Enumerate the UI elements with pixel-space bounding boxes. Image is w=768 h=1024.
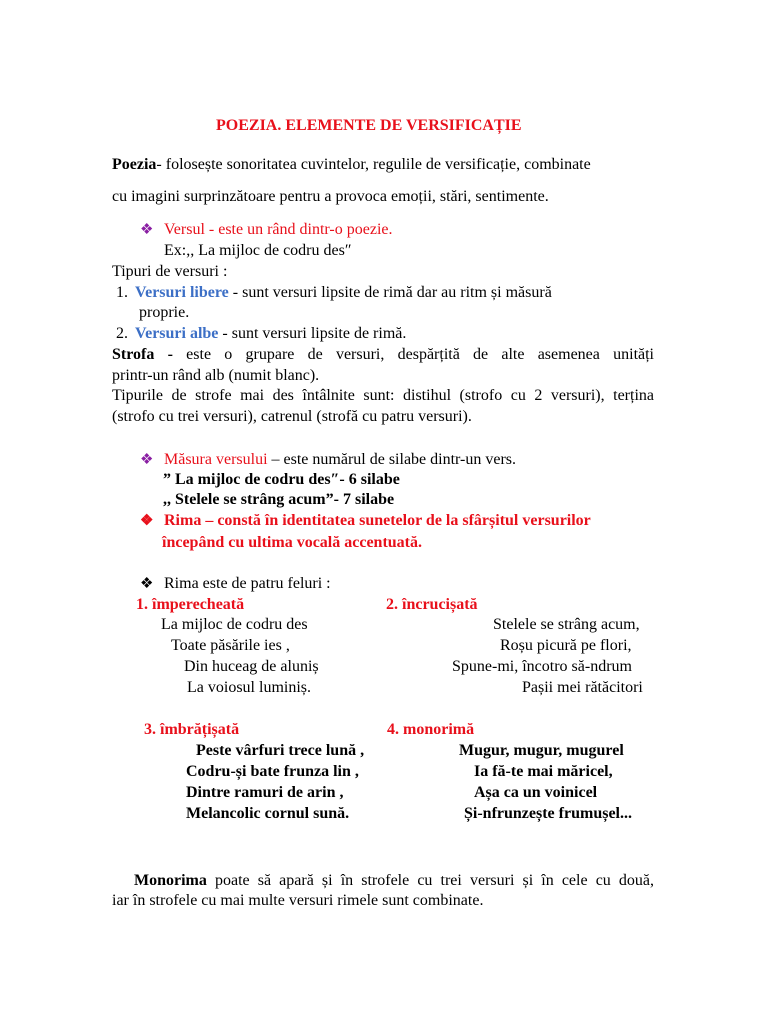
- poezia-term: Poezia: [112, 156, 157, 173]
- tipuri-item-2-text: - sunt versuri lipsite de rimă.: [218, 325, 407, 342]
- strofa-term: Strofa -: [112, 346, 173, 363]
- tipuri-item-2-number: 2.: [116, 325, 128, 342]
- monorima-term: Monorima: [134, 872, 207, 889]
- tipuri-heading: Tipuri de versuri :: [112, 263, 228, 280]
- tipuri-item-1-term: Versuri libere: [135, 284, 229, 301]
- masura-line: [140, 450, 516, 470]
- rima-feluri-heading-line: [140, 574, 331, 594]
- vers-example: Ex:,, La mijloc de codru des″: [164, 242, 352, 259]
- page-title: POEZIA. ELEMENTE DE VERSIFICAȚIE: [216, 117, 522, 134]
- poem-1-line-4: La voiosul luminiș.: [187, 679, 311, 696]
- monorima-text-1: poate să apară și în strofele cu trei versuri și în cele cu două,: [206, 872, 654, 889]
- poem-2-line-4: Pașii mei rătăcitori: [522, 679, 643, 696]
- diamond-bullet-icon: ❖: [140, 576, 154, 592]
- vers-definition: Versul - este un rând dintr-o poezie.: [164, 221, 393, 238]
- poem-4-line-4: Și-nfrunzește frumușel...: [464, 805, 632, 822]
- tipuri-item-2-term: Versuri albe: [135, 325, 219, 342]
- poem-1-line-1: La mijloc de codru des: [161, 616, 308, 633]
- masura-term: Măsura versului: [164, 451, 268, 468]
- strofa-line-4: (strofo cu trei versuri), catrenul (strofă cu patru versuri).: [112, 408, 472, 425]
- poem-3-line-3: Dintre ramuri de arin ,: [186, 784, 344, 801]
- poem-4-line-2: Ia fă-te mai măricel,: [474, 763, 613, 780]
- masura-example-1-text: ” La mijloc de codru des″- 6 silabe: [163, 471, 400, 488]
- poem-2-line-2: Roșu picură pe flori,: [500, 637, 632, 654]
- strofa-line-1: [112, 345, 654, 365]
- poem-4-line-1: Mugur, mugur, mugurel: [459, 742, 624, 759]
- strofa-line-3: Tipurile de strofe mai des întâlnite sunt: distihul (strofo cu 2 versuri), terțina: [112, 387, 654, 404]
- diamond-bullet-icon: ❖: [140, 222, 154, 238]
- strofa-line-2: printr-un rând alb (numit blanc).: [112, 367, 320, 384]
- poem-1-line-2: Toate păsările ies ,: [171, 637, 290, 654]
- masura-example-2: ,, Stelele se strâng acum”- 7 silabe: [163, 491, 395, 508]
- tipuri-item-1: [116, 283, 552, 303]
- monorima-line-2: iar în strofele cu mai multe versuri rimele sunt combinate.: [112, 892, 484, 909]
- poezia-text-1: - folosește sonoritatea cuvintelor, regulile de versificație, combinate: [156, 156, 591, 173]
- vers-definition-line: [140, 220, 393, 240]
- rima-definition-line-2: începând cu ultima vocală accentuată.: [162, 534, 422, 551]
- strofa-text-1: este o grupare de versuri, despărțită de alte asemenea unități: [172, 346, 654, 363]
- tipuri-item-1-cont: proprie.: [139, 304, 190, 321]
- rima-type-2: 2. încrucișată: [386, 596, 478, 613]
- tipuri-item-1-number: 1.: [116, 284, 128, 301]
- tipuri-item-1-text: - sunt versuri lipsite de rimă dar au ritm și măsură: [228, 284, 552, 301]
- diamond-bullet-icon: ❖: [140, 452, 154, 468]
- poem-3-line-4: Melancolic cornul sună.: [186, 805, 350, 822]
- rima-definition-line-1: [140, 511, 591, 531]
- poem-1-line-3: Din huceag de aluniș: [184, 658, 319, 675]
- poem-4-line-3: Așa ca un voinicel: [474, 784, 598, 801]
- diamond-bullet-icon: ❖: [140, 513, 154, 529]
- rima-definition-1: Rima – constă în identitatea sunetelor de la sfârșitul versurilor: [164, 512, 591, 529]
- poem-2-line-1: Stelele se strâng acum,: [493, 616, 640, 633]
- poem-3-line-1: Peste vârfuri trece lună ,: [196, 742, 365, 759]
- rima-type-4: 4. monorimă: [387, 721, 475, 738]
- rima-type-3: 3. îmbrățișată: [144, 721, 240, 738]
- monorima-line-1: [112, 871, 654, 891]
- masura-text: – este numărul de silabe dintr-un vers.: [267, 451, 517, 468]
- masura-example-1: [163, 470, 400, 490]
- poem-2-line-3: Spune-mi, încotro să-ndrum: [452, 658, 632, 675]
- poezia-line-2: cu imagini surprinzătoare pentru a provoca emoții, stări, sentimente.: [112, 188, 549, 205]
- rima-feluri-heading: Rima este de patru feluri :: [164, 575, 331, 592]
- poezia-line-1: [112, 155, 591, 175]
- rima-type-1: 1. împerecheată: [136, 596, 245, 613]
- poem-3-line-2: Codru-și bate frunza lin ,: [186, 763, 359, 780]
- tipuri-item-2: [116, 324, 406, 344]
